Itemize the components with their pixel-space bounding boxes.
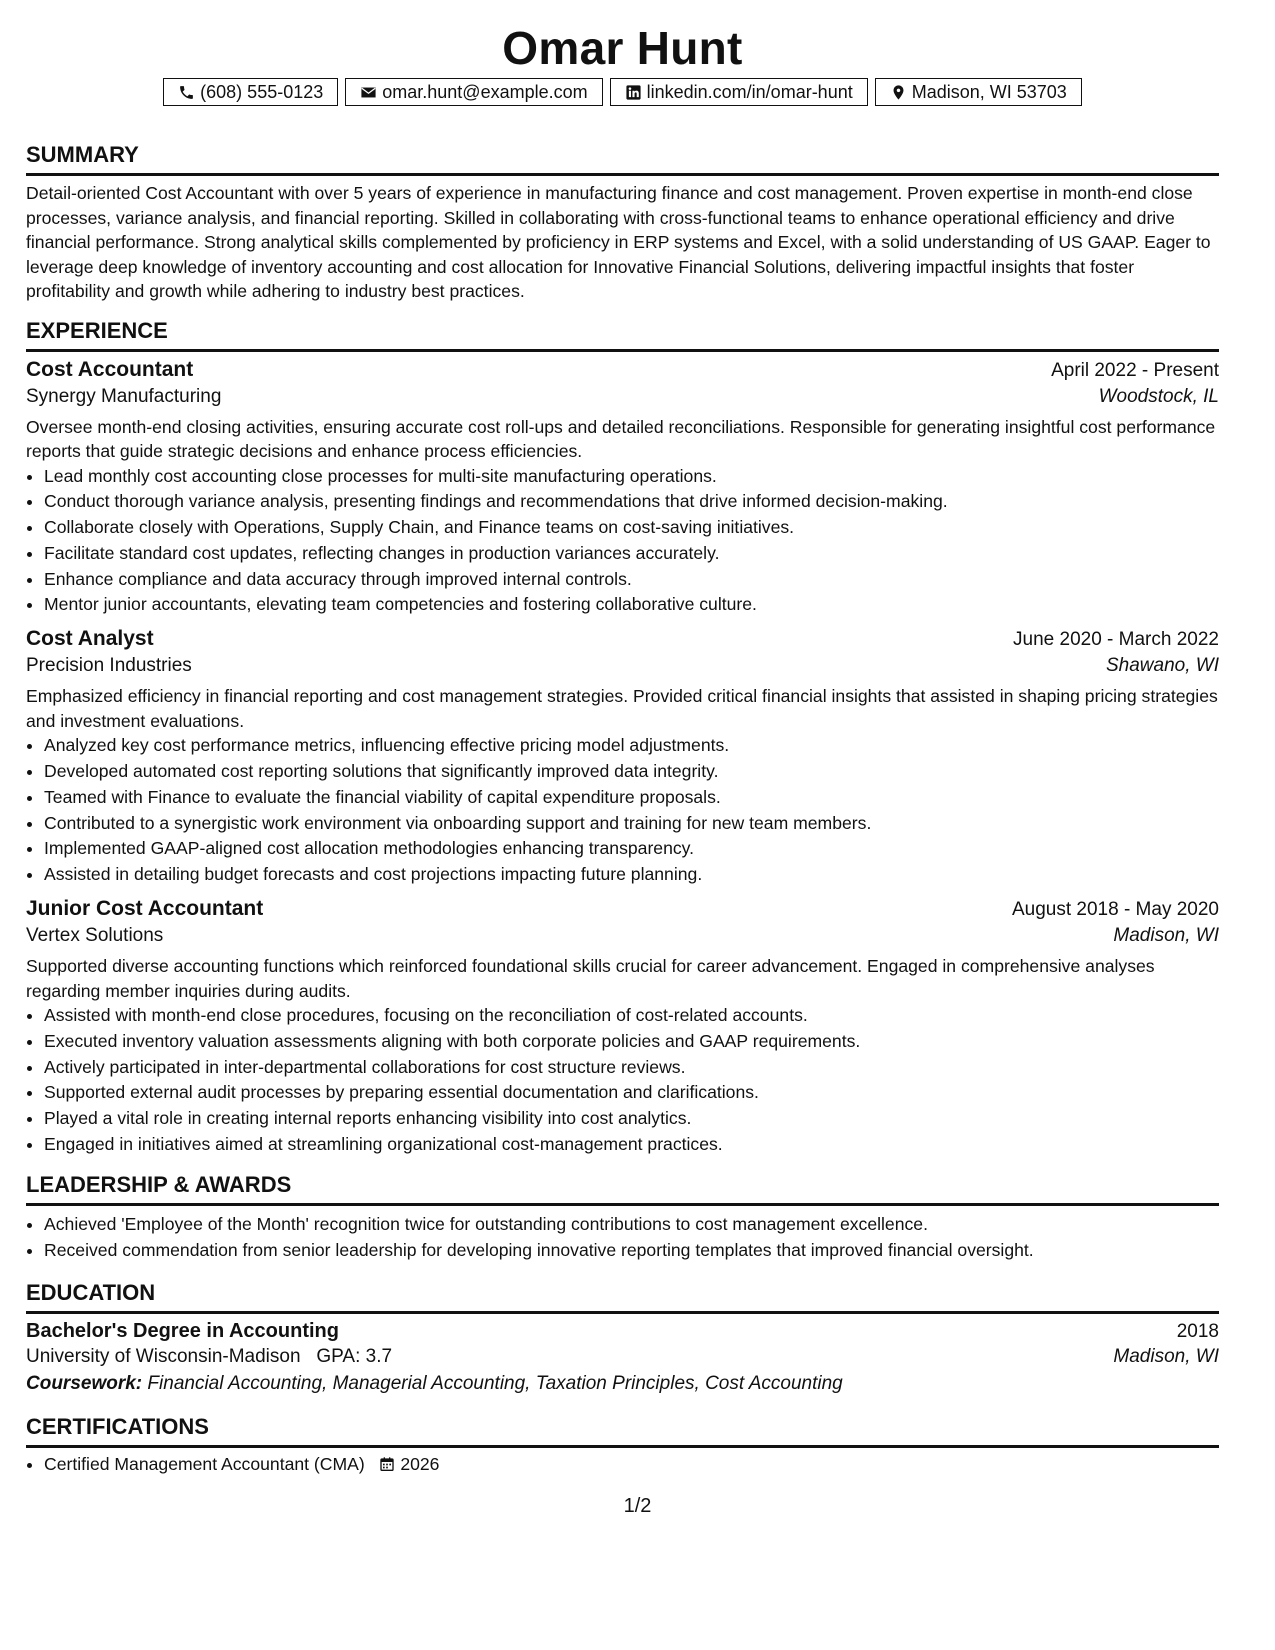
job-location: Woodstock, IL [1098,385,1219,407]
coursework-label: Coursework: [26,1373,143,1395]
certifications-section [26,1414,1219,1478]
job-entry [26,897,1219,1158]
phone-text: (608) 555-0123 [200,81,324,102]
list-item: • Teamed with Finance to evaluate the financial viability of capital expenditure proposals. [44,785,1219,811]
job-header [26,897,1219,921]
list-item: • Mentor junior accountants, elevating team competencies and fostering collaborative culture. [44,592,1219,618]
list-item: • Executed inventory valuation assessments aligning with both corporate policies and GAAP requirements. [44,1029,1219,1055]
section-title: EDUCATION [26,1280,1219,1314]
job-description: Emphasized efficiency in financial reporting and cost management strategies. Provided critical financial insights that assisted in shaping pricing strategies and investment evaluations. [26,686,1218,731]
email-text: omar.hunt@example.com [382,81,588,102]
list-item: • Enhance compliance and data accuracy through improved internal controls. [44,567,1219,593]
list-item: • Collaborate closely with Operations, Supply Chain, and Finance teams on cost-saving initiatives. [44,515,1219,541]
school-name: University of Wisconsin-Madison [26,1346,301,1368]
list-item: • Assisted in detailing budget forecasts and cost projections impacting future planning. [44,862,1219,888]
list-item: • Analyzed key cost performance metrics, influencing effective pricing model adjustments. [44,733,1219,759]
list-item: • Supported external audit processes by preparing essential documentation and clarifications. [44,1080,1219,1106]
company-name: Synergy Manufacturing [26,385,222,407]
job-dates: April 2022 - Present [1051,359,1219,381]
education-subheader [26,1346,1219,1368]
gpa: GPA: 3.7 [316,1346,393,1368]
coursework-text: Financial Accounting, Managerial Accounting, Taxation Principles, Cost Accounting [147,1373,843,1395]
job-title: Cost Accountant [26,357,194,381]
certification-year: 2026 [400,1454,440,1475]
graduation-year: 2018 [1176,1321,1219,1343]
list-item: • Received commendation from senior leadership for developing innovative reporting templates that improved financial oversight. [44,1238,1219,1264]
job-location: Madison, WI [1113,925,1219,947]
job-dates: June 2020 - March 2022 [1013,629,1219,651]
company-name: Precision Industries [26,655,192,677]
job-title: Junior Cost Accountant [26,897,264,921]
list-item: • Engaged in initiatives aimed at streamlining organizational cost-management practices. [44,1132,1219,1158]
job-bullets [26,464,1219,619]
email-icon [360,84,377,101]
job-bullets [26,733,1219,888]
education-header [26,1320,1219,1343]
list-item [44,1452,1219,1478]
list-item: • Implemented GAAP-aligned cost allocation methodologies enhancing transparency. [44,836,1219,862]
phone-chip[interactable] [163,78,338,106]
leadership-section [26,1172,1219,1264]
phone-icon [178,84,195,101]
summary-text: Detail-oriented Cost Accountant with over 5 years of experience in manufacturing finance and cost management. Proven expertise in month-end close processes, variance analysis, and financial reporting. Skilled in collaborating with cross-functional teams to enhance operational efficiency and drive financial performance. Strong analytical skills complemented by proficiency in ERP systems and Excel, with a solid understanding of US GAAP. Eager to leverage deep knowledge of inventory accounting and cost allocation for Innovative Financial Solutions, delivering impactful insights that foster profitability and growth while adhering to industry best practices. [26,183,1211,301]
job-bullets [26,1003,1219,1158]
job-description: Oversee month-end closing activities, ensuring accurate cost roll-ups and detailed reconciliations. Responsible for generating insightful cost performance reports that guide strategic decisions and enhance process efficiencies. [26,416,1216,461]
page-number: 1/2 [623,1495,652,1517]
list-item: • Achieved 'Employee of the Month' recognition twice for outstanding contributions to cost management excellence. [44,1212,1219,1238]
location-text: Madison, WI 53703 [911,81,1067,102]
company-name: Vertex Solutions [26,925,164,947]
list-item: • Actively participated in inter-departmental collaborations for cost structure reviews. [44,1055,1219,1081]
map-pin-icon [890,84,907,101]
summary-section [26,142,1219,304]
list-item: • Assisted with month-end close procedures, focusing on the reconciliation of cost-related accounts. [44,1003,1219,1029]
calendar-icon [379,1456,395,1472]
job-subheader [26,925,1219,947]
job-dates: August 2018 - May 2020 [1011,899,1219,921]
job-entry [26,627,1219,888]
section-title: LEADERSHIP & AWARDS [26,1172,1219,1206]
section-title: SUMMARY [26,142,1219,176]
list-item: • Contributed to a synergistic work environment via onboarding support and training for new team members. [44,811,1219,837]
certification-name: Certified Management Accountant (CMA) [44,1454,365,1475]
list-item: • Facilitate standard cost updates, reflecting changes in production variances accurately. [44,541,1219,567]
list-item: • Developed automated cost reporting solutions that significantly improved data integrity. [44,759,1219,785]
school-location: Madison, WI [1113,1346,1219,1368]
linkedin-icon [625,84,642,101]
school-line [26,1346,392,1368]
coursework-line [26,1373,1219,1395]
job-header [26,627,1219,651]
education-section [26,1280,1219,1395]
job-entry [26,358,1219,619]
list-item: • Lead monthly cost accounting close processes for multi-site manufacturing operations. [44,464,1219,490]
job-subheader [26,386,1219,408]
contact-bar [26,78,1219,106]
location-chip[interactable] [875,78,1082,106]
list-item: • Conduct thorough variance analysis, presenting findings and recommendations that drive informed decision-making. [44,489,1219,515]
list-item: • Played a vital role in creating internal reports enhancing visibility into cost analytics. [44,1106,1219,1132]
job-location: Shawano, WI [1106,655,1219,677]
linkedin-chip[interactable] [610,78,868,106]
job-description: Supported diverse accounting functions which reinforced foundational skills crucial for career advancement. Engaged in comprehensive analyses regarding member inquiries during audits. [26,956,1155,1001]
job-subheader [26,655,1219,677]
leadership-bullets [26,1212,1219,1264]
degree-name: Bachelor's Degree in Accounting [26,1320,339,1343]
section-title: EXPERIENCE [26,318,1219,352]
job-header [26,358,1219,382]
job-title: Cost Analyst [26,627,154,651]
email-chip[interactable] [345,78,602,106]
certification-list [26,1452,1219,1478]
candidate-name: Omar Hunt [502,22,743,74]
linkedin-text: linkedin.com/in/omar-hunt [646,81,853,102]
experience-section [26,318,1219,1158]
section-title: CERTIFICATIONS [26,1414,1219,1448]
